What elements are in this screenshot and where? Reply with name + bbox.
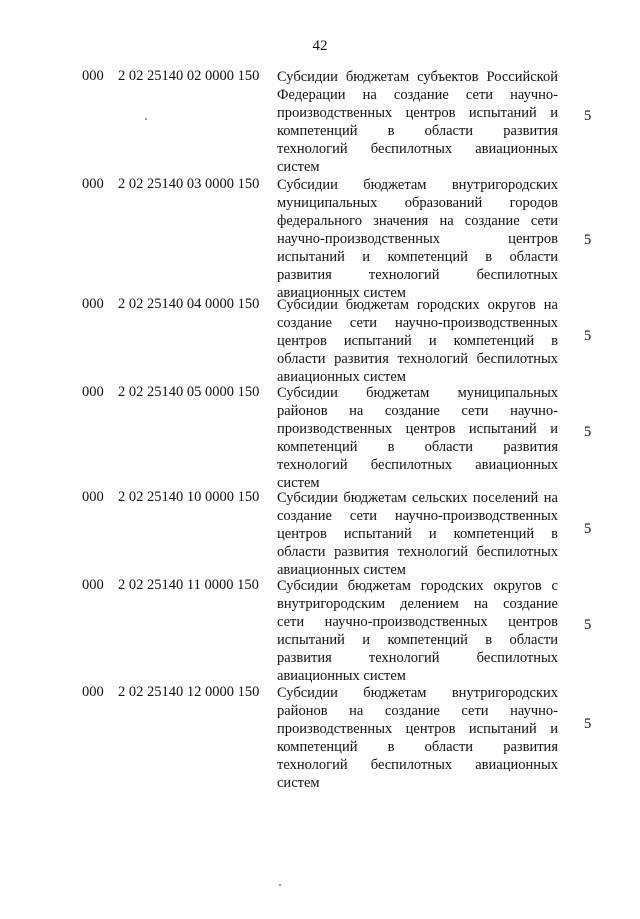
revenue-name-cell <box>277 384 558 492</box>
amount-cell: 5 <box>584 232 592 248</box>
budget-classification-code-cell: 2 02 25140 04 0000 150 <box>118 296 260 312</box>
revenue-name-cell <box>277 684 558 792</box>
revenue-name-cell <box>277 296 558 386</box>
amount-cell: 5 <box>584 328 592 344</box>
revenue-name-line: авиационных систем <box>277 285 406 301</box>
revenue-name-line: производственных центров испытаний и <box>277 105 558 121</box>
revenue-name-line: создание сети научно-производственных <box>277 508 558 524</box>
revenue-name-cell <box>277 577 558 685</box>
amount-cell: 5 <box>584 424 592 440</box>
page-number: 42 <box>312 38 328 54</box>
admin-code-cell: 000 <box>82 577 104 593</box>
revenue-name-line: Субсидии бюджетам сельских поселений на <box>277 490 558 506</box>
revenue-name-line: федерального значения на создание сети <box>277 213 558 229</box>
scan-speck <box>279 884 281 886</box>
revenue-name-line: авиационных систем <box>277 369 406 385</box>
amount-cell: 5 <box>584 617 592 633</box>
admin-code-cell: 000 <box>82 489 104 505</box>
revenue-name-line: производственных центров испытаний и <box>277 721 558 737</box>
budget-classification-code-cell: 2 02 25140 11 0000 150 <box>118 577 259 593</box>
admin-code-cell: 000 <box>82 384 104 400</box>
revenue-name-line: муниципальных образований городов <box>277 195 558 211</box>
revenue-name-line: Субсидии бюджетам внутригородских <box>277 177 558 193</box>
admin-code-cell: 000 <box>82 176 104 192</box>
revenue-name-line: районов на создание сети научно- <box>277 703 558 719</box>
revenue-name-line: области развития технологий беспилотных <box>277 351 558 367</box>
revenue-name-line: компетенций в области развития <box>277 739 558 755</box>
amount-cell: 5 <box>584 521 592 537</box>
revenue-name-line: развития технологий беспилотных <box>277 267 558 283</box>
admin-code-cell: 000 <box>82 68 104 84</box>
revenue-name-line: систем <box>277 159 320 175</box>
revenue-name-line: Субсидии бюджетам муниципальных <box>277 385 558 401</box>
revenue-name-line: авиационных систем <box>277 668 406 684</box>
budget-classification-code-cell: 2 02 25140 05 0000 150 <box>118 384 260 400</box>
admin-code-cell: 000 <box>82 296 104 312</box>
budget-classification-code-cell: 2 02 25140 02 0000 150 <box>118 68 260 84</box>
revenue-name-line: сети научно-производственных центров <box>277 614 558 630</box>
budget-classification-code-cell: 2 02 25140 10 0000 150 <box>118 489 260 505</box>
revenue-name-line: области развития технологий беспилотных <box>277 544 558 560</box>
revenue-name-line: центров испытаний и компетенций в <box>277 526 558 542</box>
revenue-name-line: испытаний и компетенций в области <box>277 249 558 265</box>
revenue-name-cell <box>277 176 558 302</box>
revenue-name-line: испытаний и компетенций в области <box>277 632 558 648</box>
amount-cell: 5 <box>584 716 592 732</box>
revenue-name-line: систем <box>277 775 320 791</box>
revenue-name-line: Субсидии бюджетам городских округов с <box>277 578 558 594</box>
amount-cell: 5 <box>584 108 592 124</box>
revenue-name-cell <box>277 489 558 579</box>
revenue-name-line: Субсидии бюджетам городских округов на <box>277 297 558 313</box>
revenue-name-line: научно-производственных центров <box>277 231 558 247</box>
revenue-name-line: компетенций в области развития <box>277 439 558 455</box>
revenue-name-line: создание сети научно-производственных <box>277 315 558 331</box>
revenue-name-line: Субсидии бюджетам субъектов Российской <box>277 69 558 85</box>
revenue-name-line: технологий беспилотных авиационных <box>277 757 558 773</box>
revenue-name-line: систем <box>277 475 320 491</box>
revenue-name-line: авиационных систем <box>277 562 406 578</box>
revenue-name-line: Субсидии бюджетам внутригородских <box>277 685 558 701</box>
revenue-name-line: Федерации на создание сети научно- <box>277 87 558 103</box>
revenue-name-line: компетенций в области развития <box>277 123 558 139</box>
revenue-name-line: технологий беспилотных авиационных <box>277 141 558 157</box>
scan-speck <box>145 118 147 120</box>
revenue-name-line: внутригородским делением на создание <box>277 596 558 612</box>
revenue-name-line: районов на создание сети научно- <box>277 403 558 419</box>
revenue-name-line: производственных центров испытаний и <box>277 421 558 437</box>
revenue-name-line: технологий беспилотных авиационных <box>277 457 558 473</box>
admin-code-cell: 000 <box>82 684 104 700</box>
budget-classification-code-cell: 2 02 25140 03 0000 150 <box>118 176 260 192</box>
revenue-name-line: развития технологий беспилотных <box>277 650 558 666</box>
budget-classification-code-cell: 2 02 25140 12 0000 150 <box>118 684 260 700</box>
revenue-name-cell <box>277 68 558 176</box>
revenue-name-line: центров испытаний и компетенций в <box>277 333 558 349</box>
